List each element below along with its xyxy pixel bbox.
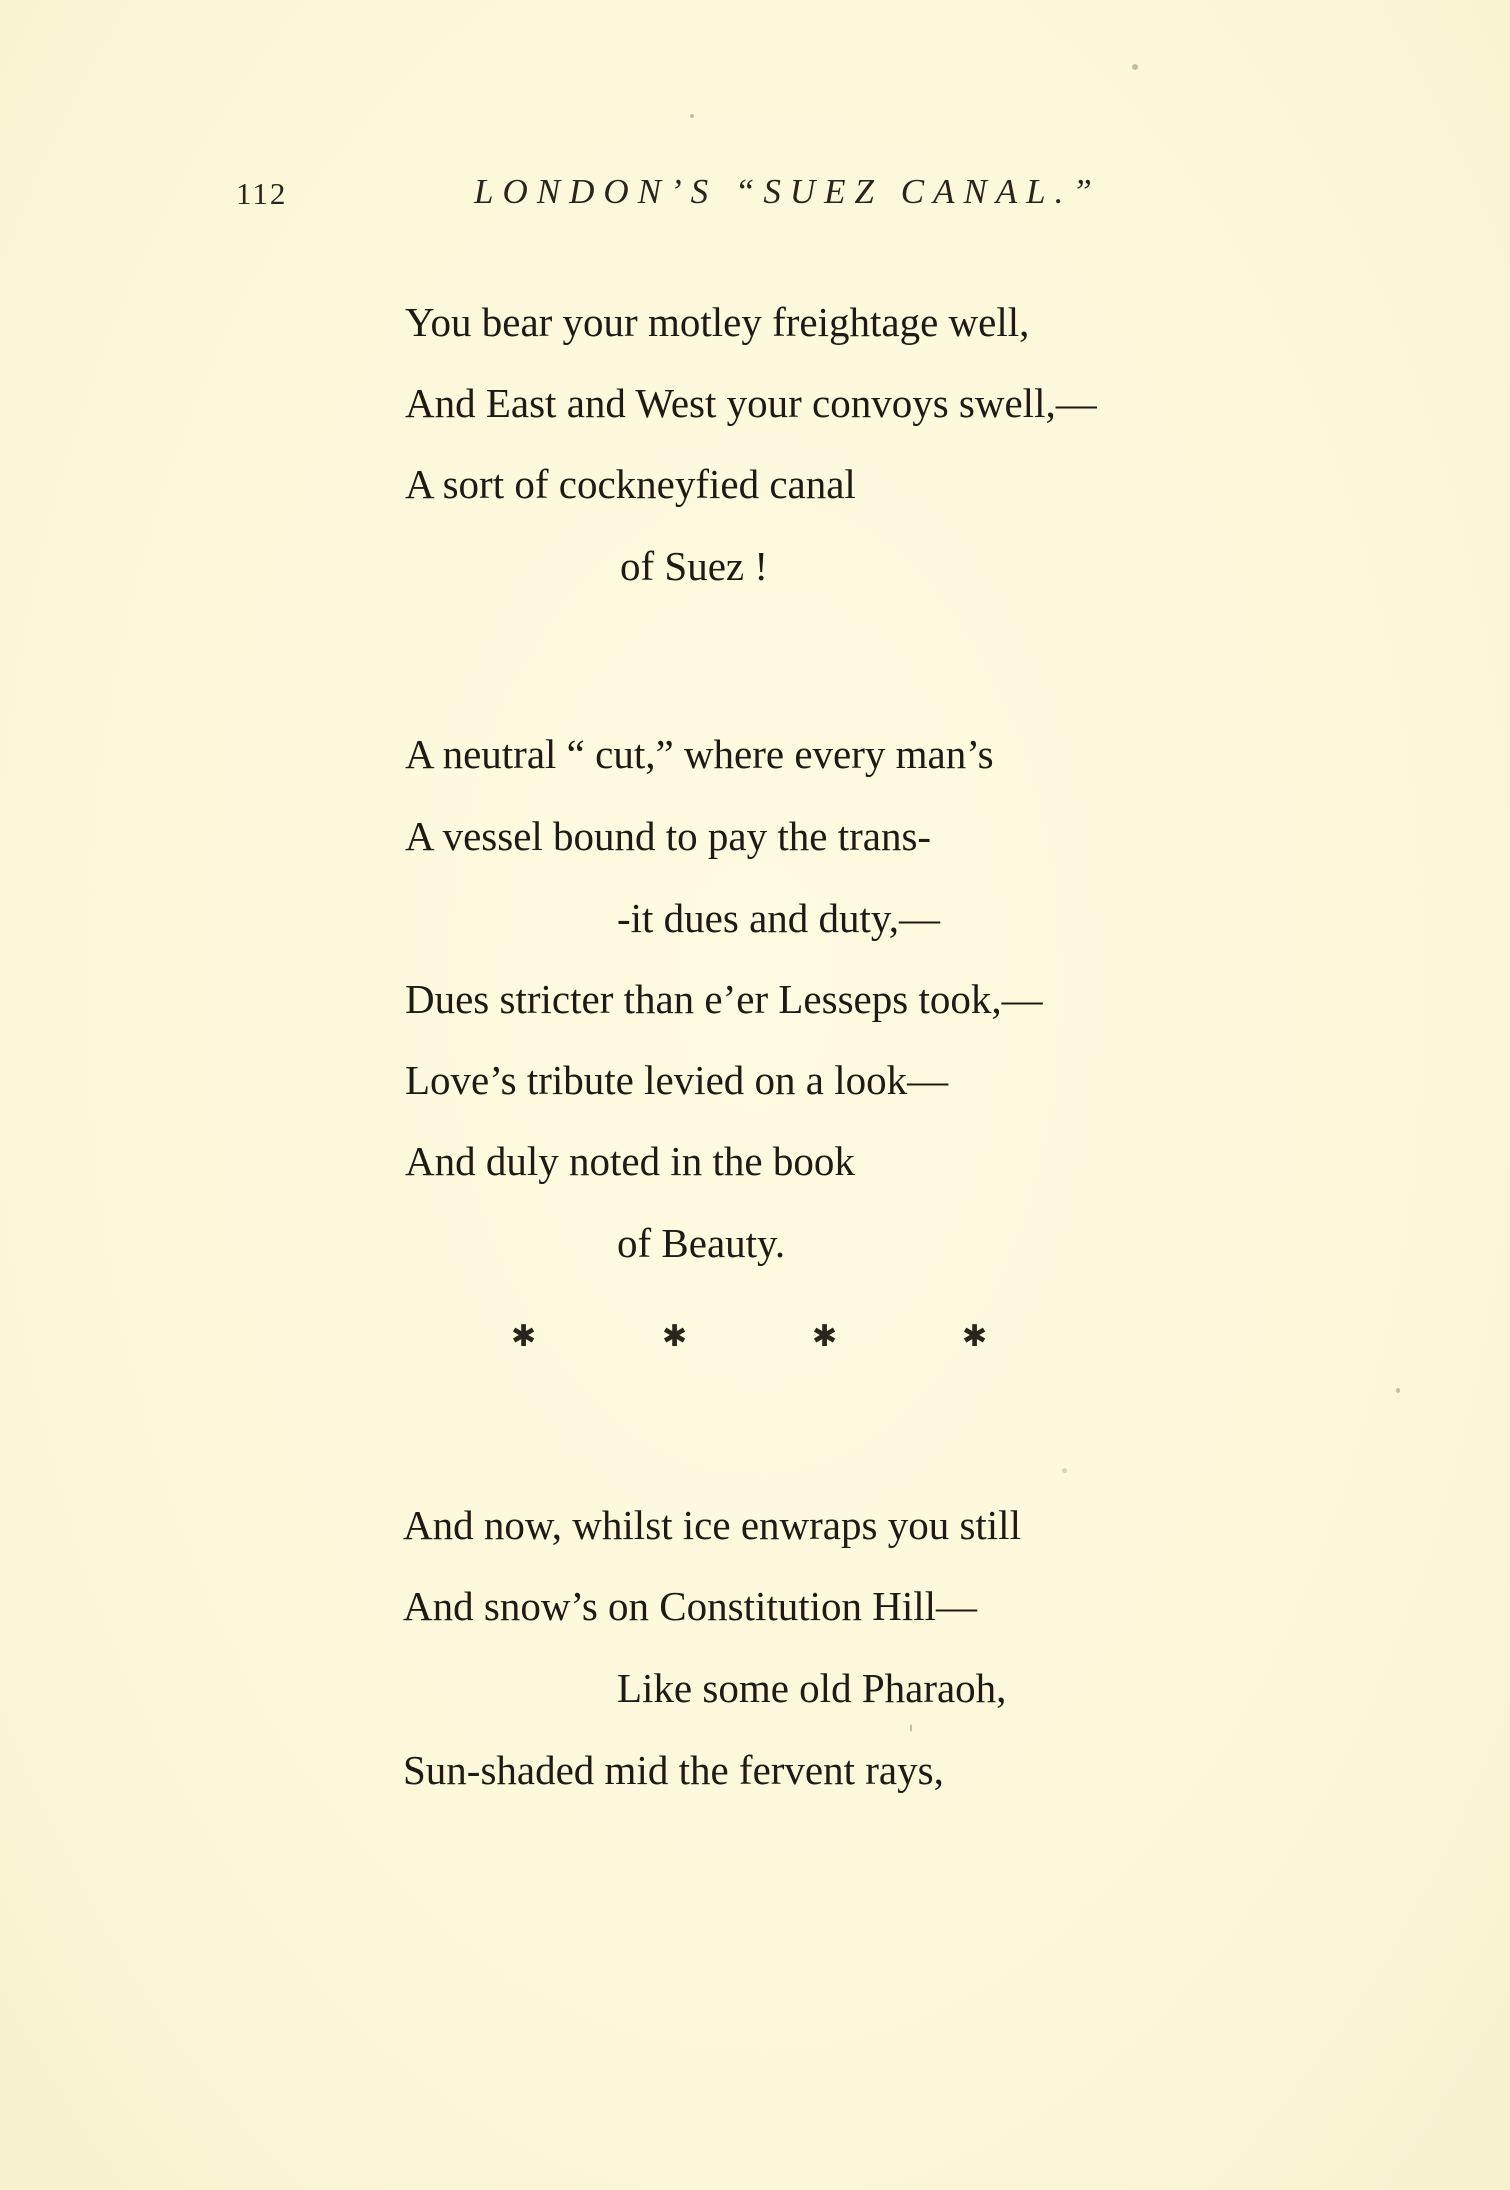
verse-line: And snow’s on Constitution Hill— <box>403 1583 978 1629</box>
verse-line: -it dues and duty,— <box>617 895 941 941</box>
running-title: LONDON’S “SUEZ CANAL.” <box>474 172 1101 211</box>
asterism-star: ✱ <box>962 1320 988 1353</box>
verse-line: of Suez ! <box>620 543 769 589</box>
asterism-star: ✱ <box>511 1320 537 1353</box>
verse-line: And duly noted in the book <box>405 1138 855 1184</box>
asterism-star: ✱ <box>662 1320 688 1353</box>
paper-speck <box>1062 1468 1067 1473</box>
paper-speck <box>910 1724 912 1732</box>
verse-line: You bear your motley freightage well, <box>405 299 1030 345</box>
section-break <box>0 1322 1510 1362</box>
verse-line: And East and West your convoys swell,— <box>405 380 1097 426</box>
verse-line: Like some old Pharaoh, <box>617 1665 1007 1711</box>
verse-line: Sun-shaded mid the fervent rays, <box>403 1747 944 1793</box>
paper-speck <box>1396 1388 1400 1393</box>
verse-line: A vessel bound to pay the trans- <box>405 813 932 859</box>
paper-speck <box>690 114 694 118</box>
page-number: 112 <box>236 176 288 211</box>
verse-line: A neutral “ cut,” where every man’s <box>405 731 994 777</box>
verse-line: A sort of cockneyfied canal <box>405 461 856 507</box>
verse-line: And now, whilst ice enwraps you still <box>403 1502 1021 1548</box>
verse-line: Love’s tribute levied on a look— <box>405 1057 949 1103</box>
verse-line: of Beauty. <box>617 1220 786 1266</box>
verse-line: Dues stricter than e’er Lesseps took,— <box>405 976 1043 1022</box>
paper-speck <box>1132 64 1138 70</box>
page-header <box>0 172 1510 222</box>
asterism-star: ✱ <box>812 1320 838 1353</box>
